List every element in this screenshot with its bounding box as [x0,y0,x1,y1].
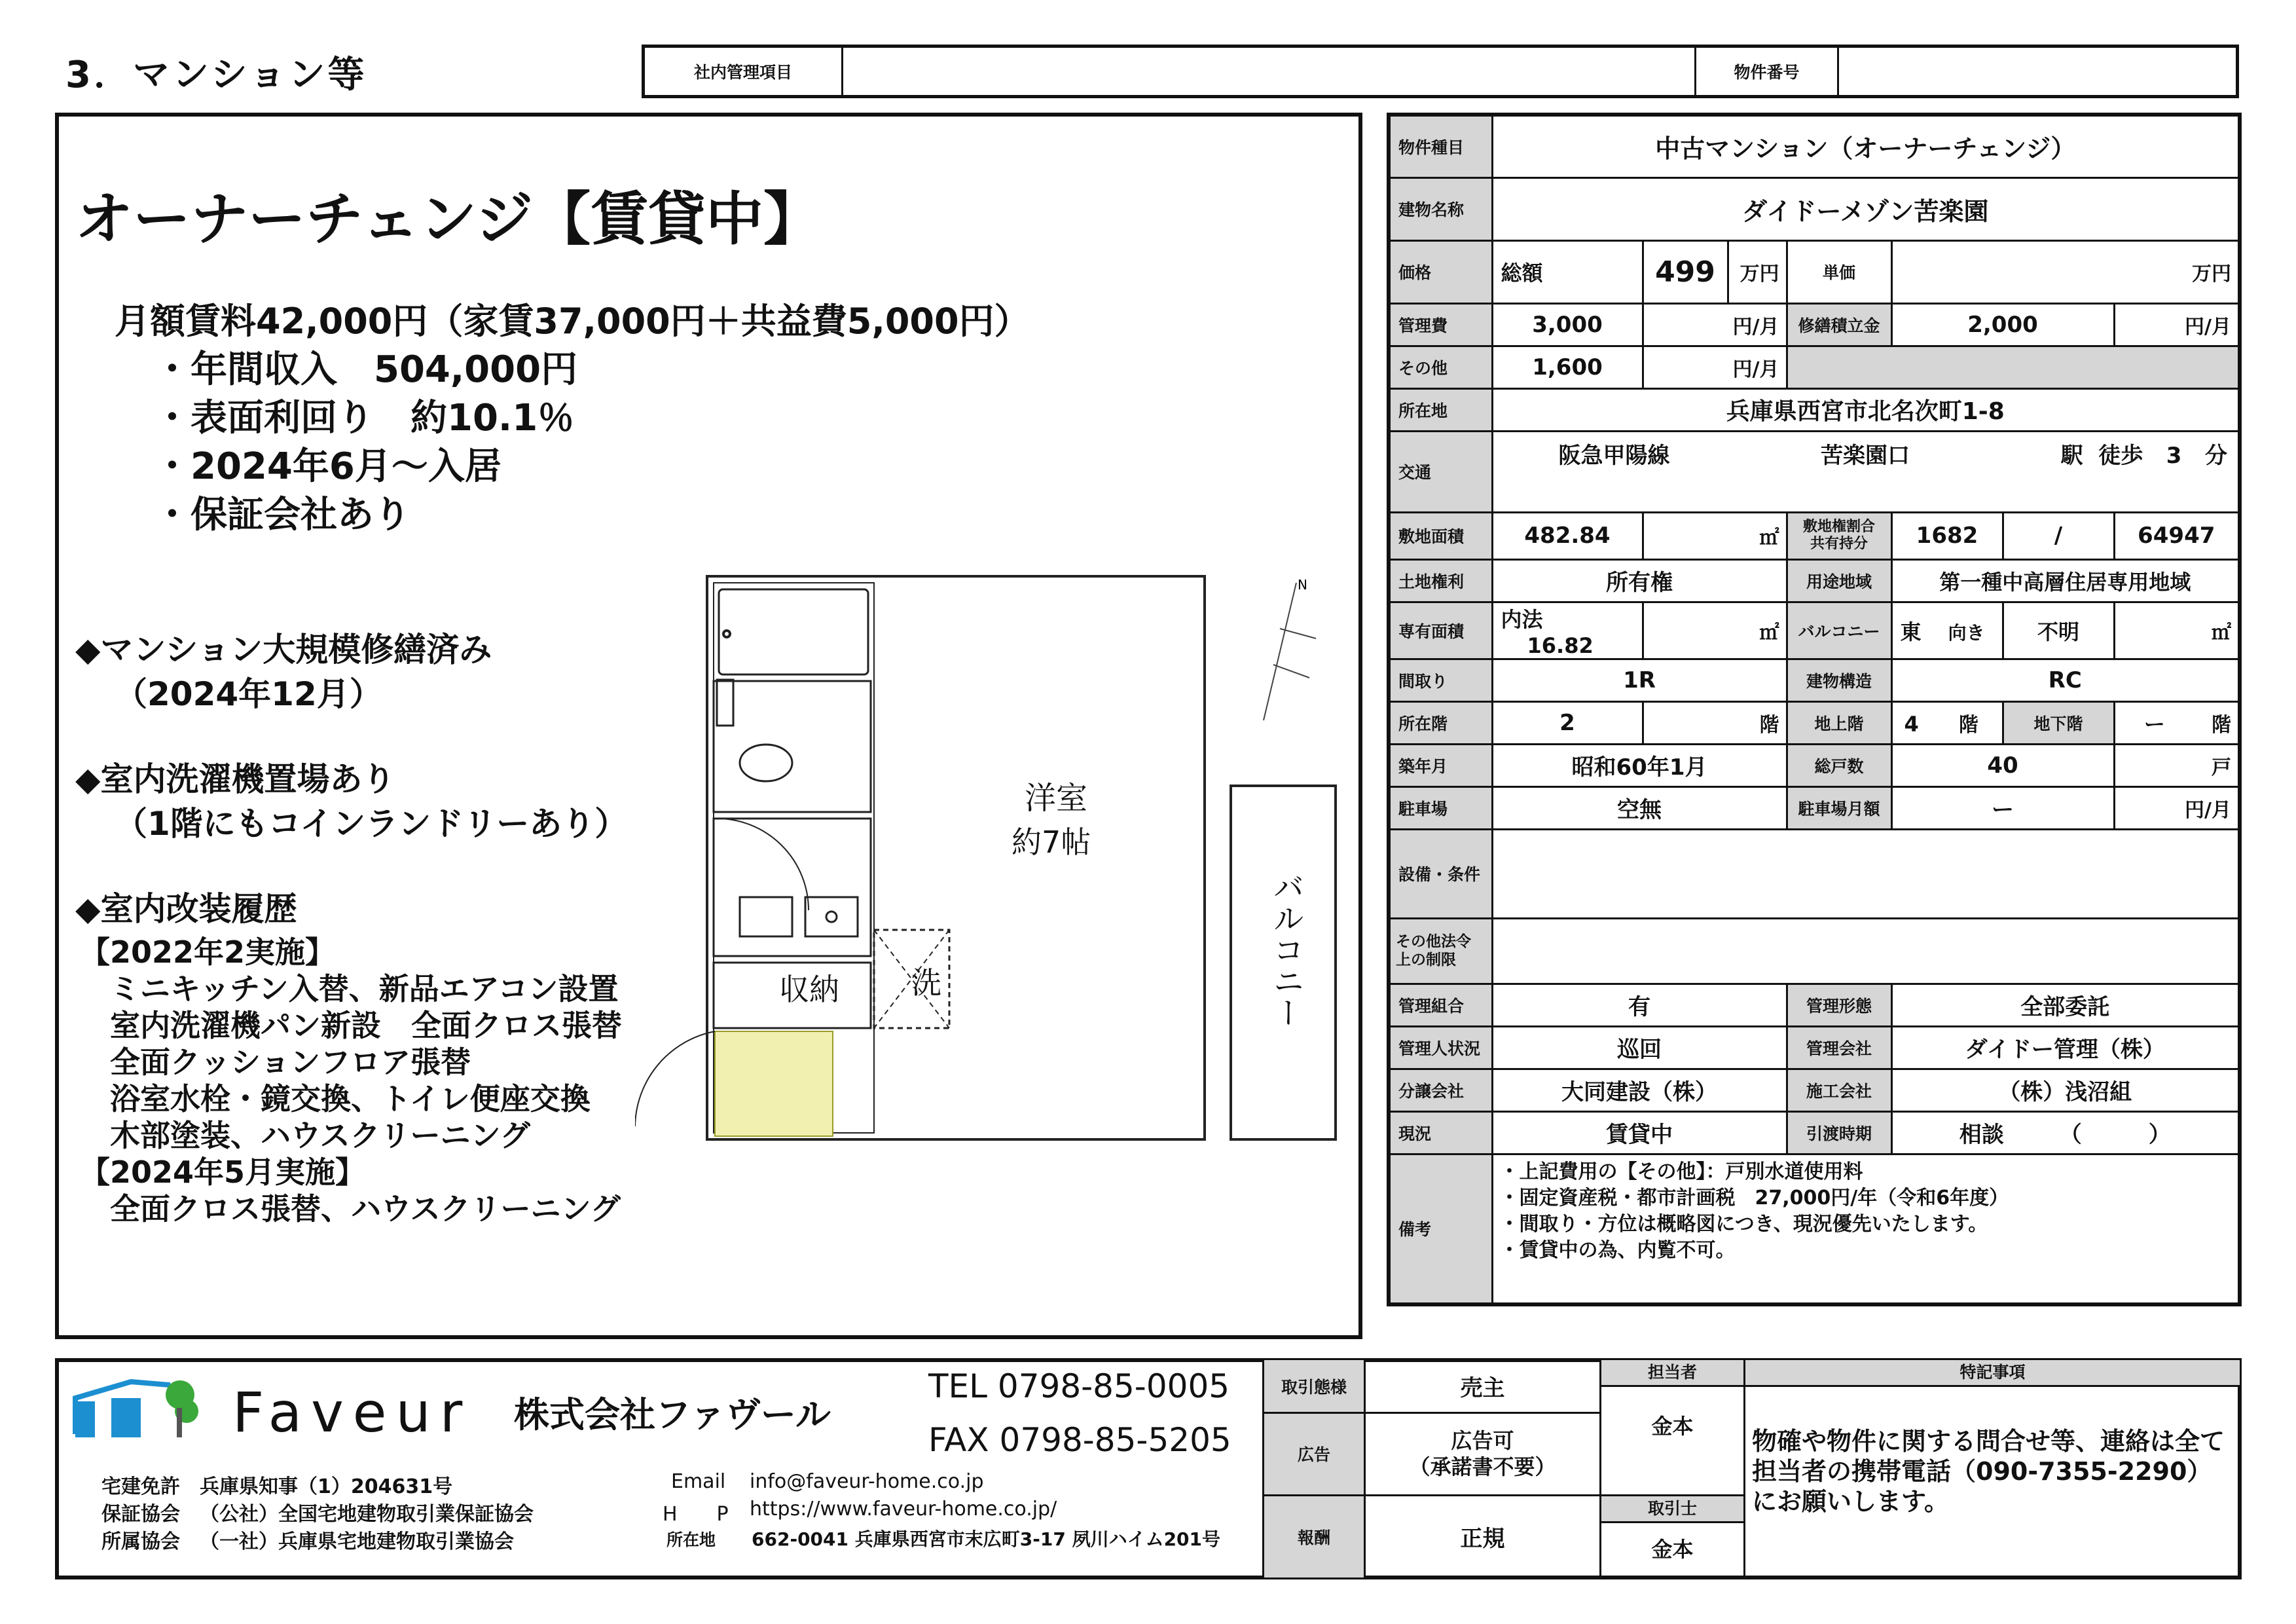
history-2024: 【2024年5月実施】 [80,1154,366,1190]
legal-label-2: 上の制限 [1396,951,1456,969]
mgmt-fee-unit: 円/月 [1643,303,1787,346]
zoning: 第一種中高層住居専用地域 [1891,559,2240,602]
land-area-label: 敷地面積 [1389,512,1492,559]
parking: 空無 [1492,786,1787,829]
builder-label: 施工会社 [1787,1069,1891,1111]
price-value: 499 [1643,240,1728,303]
parking-fee: ー [1891,786,2114,829]
mgmt-fee: 3,000 [1492,303,1643,346]
guarantee: （公社）全国宅地建物取引業保証協会 [200,1503,534,1526]
agent-label: 取引士 [1601,1496,1743,1523]
staff-label: 担当者 [1601,1360,1743,1387]
built-label: 築年月 [1389,744,1492,786]
feature-laundry-note: （1階にもコインランドリーあり） [115,805,628,843]
seller: 大同建設（株） [1492,1069,1787,1111]
logo-text: Faveur [232,1380,472,1445]
tel: TEL 0798-85-0005 [928,1367,1230,1405]
notes: 物確や物件に関する問合せ等、連絡は全て担当者の携帯電話（090-7355-2290）にお願いします。 [1752,1427,2225,1516]
name-label: 建物名称 [1389,177,1492,240]
transport-label: 交通 [1389,431,1492,512]
mgmt-label: 社内管理項目 [644,46,843,97]
other-fee: 1,600 [1492,346,1643,388]
email-label: Email [671,1470,726,1493]
hp-label: H P [663,1503,729,1526]
balcony-dir: 東 [1900,619,1922,644]
mgmt-fee-label: 管理費 [1389,303,1492,346]
member-label: 所属協会 [101,1530,180,1553]
assoc: 有 [1492,984,1787,1026]
bullet-income: ・年間収入 504,000円 [154,348,578,391]
type-label: 物件種目 [1389,115,1492,177]
ad-note: （承諾書不要） [1409,1454,1556,1480]
units: 40 [1891,744,2114,786]
remark: ・固定資産税・都市計画税 27,000円/年（令和6年度） [1499,1186,2009,1209]
facilities [1492,829,2240,918]
room-size: 約7帖 [1011,824,1091,860]
facilities-label: 設備・条件 [1389,829,1492,918]
member: （一社）兵庫県宅地建物取引業協会 [200,1530,514,1553]
history-line: ミニキッチン入替、新品エアコン設置 [80,971,619,1006]
land-right: 所有権 [1492,559,1787,602]
built: 昭和60年1月 [1492,744,1787,786]
station: 苦楽園口 [1821,442,1910,469]
price-kind: 総額 [1492,240,1643,303]
history-line: 木部塗装、ハウスクリーニング [80,1118,530,1153]
units-unit: 戸 [2114,744,2240,786]
listing-title: オーナーチェンジ【賃貸中】 [75,185,822,253]
above: 4 [1904,711,1919,737]
above-unit: 階 [1958,713,1978,737]
unit-price-unit: 万円 [1891,240,2240,303]
history-line: 全面クッションフロア張替 [80,1044,471,1080]
line: 阪急甲陽線 [1558,442,1670,469]
above-label: 地上階 [1787,701,1891,744]
prop-no-value [1838,46,2238,97]
other-label: その他 [1389,346,1492,388]
license: 兵庫県知事（1）204631号 [200,1475,453,1498]
staff: 金本 [1651,1414,1694,1439]
land-area-unit: ㎡ [1643,512,1787,559]
hp-link[interactable]: https://www.faveur-home.co.jp/ [750,1498,1057,1521]
share-slash: / [2003,512,2114,559]
share-label-1: 敷地権割合 [1802,519,1875,535]
laundry-label: 洗 [911,965,941,1001]
addr: 662-0041 兵庫県西宮市末広町3-17 夙川ハイム201号 [752,1528,1221,1550]
repair-unit: 円/月 [2114,303,2240,346]
below-label: 地下階 [2003,701,2114,744]
manager-label: 管理人状況 [1389,1026,1492,1069]
history-2022: 【2022年2実施】 [80,934,336,970]
handover-label: 引渡時期 [1787,1111,1891,1154]
remark: ・賃貸中の為、内覧不可。 [1499,1238,1736,1262]
deal: 売主 [1365,1359,1601,1413]
land-area: 482.84 [1492,512,1643,559]
footer-table [1262,1358,2242,1579]
mgmt-co-label: 管理会社 [1787,1026,1891,1069]
fee: 正規 [1365,1495,1601,1578]
address-label: 所在地 [1389,388,1492,431]
agent: 金本 [1651,1536,1694,1562]
addr-label: 所在地 [666,1530,716,1549]
below: ー [2143,711,2165,737]
balcony-label: バルコニー [1787,602,1891,659]
price-label: 価格 [1389,240,1492,303]
company-name: 株式会社ファヴール [514,1394,831,1435]
feature-renovation: ◆室内改装履歴 [75,890,297,928]
legal [1492,918,2240,984]
seller-label: 分譲会社 [1389,1069,1492,1111]
private-area-label: 専有面積 [1389,602,1492,659]
feature-laundry: ◆室内洗濯機置場あり [75,760,395,798]
balcony-area: 不明 [2003,602,2114,659]
bullet-move-in: ・2024年6月～入居 [154,445,501,488]
share-den: 64947 [2114,512,2240,559]
structure: RC [1891,659,2240,701]
room-label: 洋室 [1025,780,1088,817]
walk-minutes: 3 [2166,442,2182,469]
share-label-2: 共有持分 [1810,536,1868,552]
north-mark: N [1298,577,1307,593]
below-unit: 階 [2212,713,2231,737]
repair-fee: 2,000 [1891,303,2114,346]
floor-unit: 階 [1643,701,1787,744]
parking-fee-label: 駐車場月額 [1787,786,1891,829]
prop-no-label: 物件番号 [1696,46,1838,97]
private-area-unit: ㎡ [1643,602,1787,659]
walk: 徒歩 [2098,442,2143,469]
builder: （株）浅沼組 [1891,1069,2240,1111]
address: 兵庫県西宮市北名次町1-8 [1492,388,2240,431]
ad-label: 広告 [1264,1413,1365,1495]
parking-label: 駐車場 [1389,786,1492,829]
share-num: 1682 [1891,512,2003,559]
repair-label: 修繕積立金 [1787,303,1891,346]
feature-repair-date: （2024年12月） [115,675,382,713]
floor-plan [635,563,1355,1166]
logo-house-icon [72,1369,203,1441]
private-area: 16.82 [1527,633,1594,658]
type-value: 中古マンション（オーナーチェンジ） [1492,115,2240,177]
floor-label: 所在階 [1389,701,1492,744]
balcony-label: バルコニー [1267,871,1304,1028]
fun: 分 [2204,442,2227,469]
history-line: 室内洗濯機パン新設 全面クロス張替 [80,1008,622,1043]
zoning-label: 用途地域 [1787,559,1891,602]
parking-fee-unit: 円/月 [2114,786,2240,829]
name-value: ダイドーメゾン苦楽園 [1492,177,2240,240]
feature-repair: ◆マンション大規模修繕済み [75,631,492,669]
remarks-label: 備考 [1389,1154,1492,1304]
manager: 巡回 [1492,1026,1787,1069]
muki: 向き [1948,621,1985,644]
notes-label: 特記事項 [1745,1360,2240,1387]
land-right-label: 土地権利 [1389,559,1492,602]
page-heading: 3．マンション等 [65,54,367,96]
rent-line: 月額賃料42,000円（家賃37,000円＋共益費5,000円） [115,301,1030,342]
handover: 相談 （ ） [1891,1111,2240,1154]
storage-label: 収納 [779,972,839,1007]
email-link[interactable]: info@faveur-home.co.jp [750,1470,984,1493]
inner-measure: 内法 [1501,606,1543,632]
fee-label: 報酬 [1264,1495,1365,1578]
floor: 2 [1492,701,1643,744]
license-label: 宅建免許 [101,1475,180,1498]
history-line: 浴室水栓・鏡交換、トイレ便座交換 [80,1081,591,1116]
other-unit: 円/月 [1643,346,1787,388]
layout-label: 間取り [1389,659,1492,701]
structure-label: 建物構造 [1787,659,1891,701]
fax: FAX 0798-85-5205 [928,1421,1231,1459]
assoc-label: 管理組合 [1389,984,1492,1026]
status-label: 現況 [1389,1111,1492,1154]
history-line: 全面クロス張替、ハウスクリーニング [80,1191,621,1227]
guarantee-label: 保証協会 [101,1503,180,1526]
mgmt-value [843,46,1696,97]
mgmt-form-label: 管理形態 [1787,984,1891,1026]
remark: ・間取り・方位は概略図につき、現況優先いたします。 [1499,1212,1988,1236]
status: 賃貸中 [1492,1111,1787,1154]
balcony-area-unit: ㎡ [2114,602,2240,659]
mgmt-co: ダイドー管理（株） [1891,1026,2240,1069]
spec-table [1387,113,2242,1306]
remark: ・上記費用の【その他】：戸別水道使用料 [1499,1160,1863,1183]
mgmt-form: 全部委託 [1891,984,2240,1026]
header-table [642,45,2239,98]
bullet-yield: ・表面利回り 約10.1％ [154,397,575,439]
eki: 駅 [2060,442,2083,469]
legal-label-1: その他法令 [1396,933,1471,950]
unit-price-label: 単価 [1787,240,1891,303]
price-unit: 万円 [1728,240,1787,303]
bullet-guarantor: ・保証会社あり [154,494,410,536]
deal-label: 取引態様 [1264,1359,1365,1413]
units-label: 総戸数 [1787,744,1891,786]
layout: 1R [1492,659,1787,701]
ad: 広告可 [1451,1428,1514,1454]
